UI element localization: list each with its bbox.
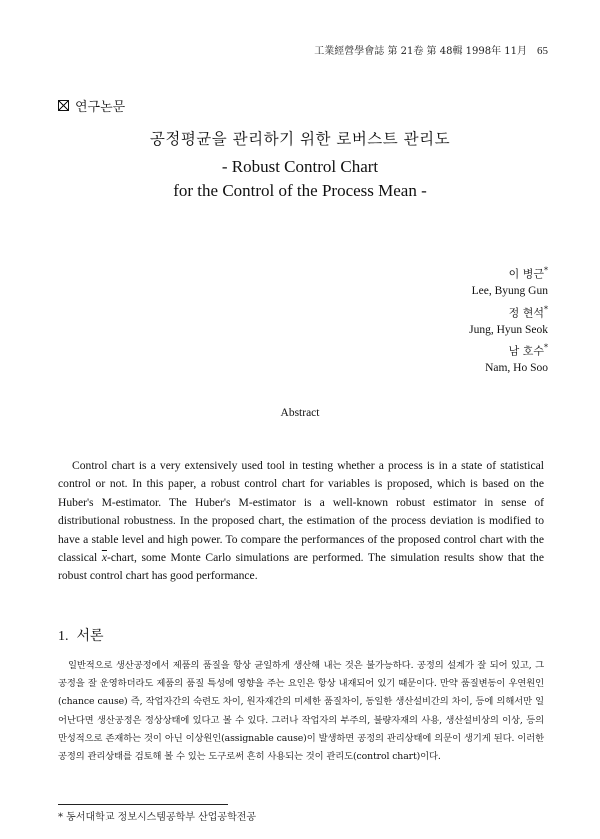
author-english-3: Nam, Ho Soo [485,362,548,375]
page-number: 65 [537,45,548,57]
footnote-divider [58,804,228,805]
section-title: 서론 [76,628,104,644]
body-paragraph: 일반적으로 생산공정에서 제품의 품질을 항상 균일하게 생산해 내는 것은 불가능하다. 공정의 설계가 잘 되어 있고, 그 공정을 잘 운영하더라도 제품의 품질 특성에 영향을 주는 요인은 항상 내재되어 있기 때문이다. 만약 품질변동이 우연원인(chance cause) 즉, 작업자간의 숙련도 차이, 원자재간의 미세한 품질차이, 동일한 생산설비간의 차이, 등에 의해서만 일어난다면 생산공정은 정상상태에 있다고 볼 수 있다. 그러나 작업자의 부주의, 불량자재의 사용, 생산설비상의 이상, 등의 만성적으로 존재하는 것이 아닌 이상원인(assignable cause)이 발생하면 공정의 관리상태에 의문이 생기게 된다. 이러한 공정의 관리상태를 검토해 볼 수 있는 도구로써 흔히 사용되는 것이 관리도(control chart)이다. [58,660,544,763]
title-english-line2: for the Control of the Process Mean - [173,181,427,200]
abstract-heading: Abstract [280,407,320,419]
running-header [314,42,548,57]
title-english-line1: - Robust Control Chart [221,157,379,176]
author-list [469,262,548,378]
journal-citation: 工業經營學會誌 第 21卷 第 48輯 1998年 11月 [314,46,527,57]
x-bar-symbol: $\overline{x}$ [101,551,107,565]
footnote: * 동서대학교 정보시스템공학부 산업공학전공 [58,812,257,823]
section-tag [58,96,125,115]
section-heading [58,625,104,645]
abstract-text: Control chart is a very extensively used tool in testing whether a process is in a state of statistical control or not. In this paper, a robust control chart for variables is proposed, which is based on the Huber's M-estimator. The Huber's M-estimator is a well-known robust estimator in sense of distributional robustness. In the proposed chart, the estimation of the process deviation is modified to have a stable level and high power. To compare the performances of the proposed control chart with the classical $\overline{x}$-chart, some Monte Carlo simulations are performed. The simulation results show that the robust control chart has good performance. [58,459,545,583]
section-tag-label: 연구논문 [75,100,126,115]
author-english-1: Lee, Byung Gun [471,285,548,298]
author-korean-2: 정 현석* [508,304,548,320]
paper-title [0,127,600,203]
crossed-box-icon [58,100,69,111]
author-korean-3: 남 호수* [508,343,548,358]
author-korean-1: 이 병근* [508,266,548,281]
section-number: 1. [58,629,69,644]
author-english-2: Jung, Hyun Seok [469,323,548,336]
title-korean: 공정평균을 관리하기 위한 로버스트 관리도 [149,130,451,148]
